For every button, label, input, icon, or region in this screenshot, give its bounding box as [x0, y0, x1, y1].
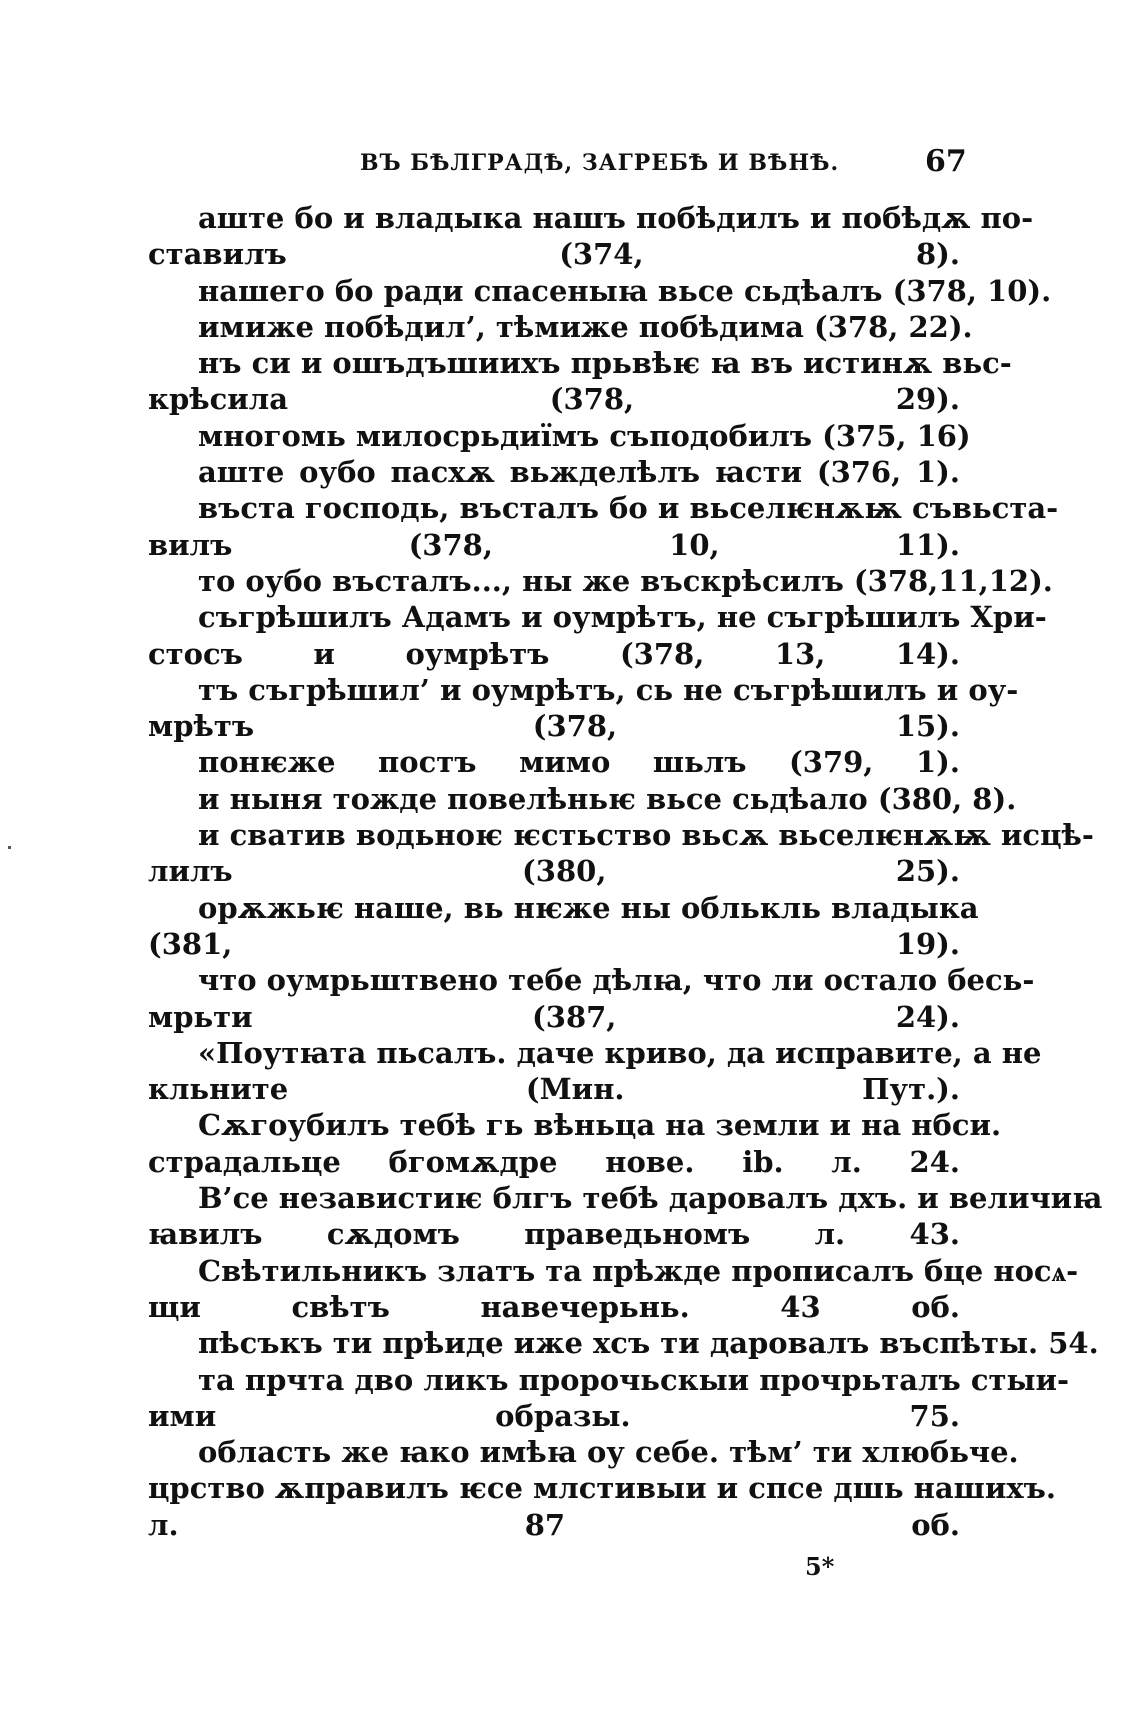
text-line: область же ꙗко имѣꙗ оу себе. тѣм’ ти хлюбьче. [198, 1435, 1019, 1470]
text-line: съгрѣшилъ Адамъ и оумрѣтъ, не съгрѣшилъ Хри- [198, 600, 1047, 635]
text-line: ими образы. 75. [148, 1398, 960, 1433]
text-line: понѥже постъ мимо шьлъ (379, 1). [198, 745, 960, 780]
text-line: орѫжьѥ наше, вь нѥже ны облькль владыка [198, 890, 979, 925]
text-line: Свѣтильникъ златъ та прѣжде прописалъ бце носѧ- [198, 1253, 1079, 1288]
page-number: 67 [925, 144, 967, 179]
text-line: многомь милосрьдиїмъ съподобилъ (375, 16) [198, 418, 971, 453]
text-line: пѣсъкъ ти прѣиде иже хсъ ти даровалъ въспѣты. 54. [198, 1326, 1099, 1361]
text-line: страдальце бгомѫдре нове. ib. л. 24. [148, 1144, 960, 1179]
text-line: кльните (Мин. Пут.). [148, 1072, 960, 1107]
text-line: аште бо и владыка нашъ побѣдилъ и побѣдѫ по- [198, 201, 1034, 235]
text-line: нъ си и ошъдъшиихъ прьвѣѥ ꙗ въ истинѫ вьс- [198, 346, 1012, 381]
text-line: въста господь, въсталъ бо и вьселѥнѫѭ съвьста- [198, 491, 1059, 526]
text-line: стосъ и оумрѣтъ (378, 13, 14). [148, 636, 960, 671]
text-line: та прчта дво ликъ пророчьскыи прочрьталъ стыи- [198, 1362, 1070, 1397]
text-line: црство ѫправилъ ѥсе млстивыи и спсе дшь нашихъ. [148, 1471, 1056, 1506]
text-line: аште оубо пасхѫ вьжделѣлъ ꙗсти (376, 1). [198, 455, 960, 490]
text-line: имиже побѣдил’, тѣмиже побѣдима (378, 22). [198, 309, 973, 344]
text-line: «Поутꙗта пьсалъ. даче криво, да исправите, а не [198, 1035, 1042, 1070]
text-line: то оубо въсталъ..., ны же въскрѣсилъ (378,11,12). [198, 563, 1053, 598]
text-line: щи свѣтъ навечерьнь. 43 об. [148, 1289, 960, 1324]
text-line: и ныня тожде повелѣньѥ вьсе сьдѣало (380, 8). [198, 781, 1017, 816]
text-line: В’се независтиѥ блгъ тебѣ даровалъ дхъ. и величиꙗ [198, 1181, 1103, 1216]
text-line: мрьти (387, 24). [148, 999, 960, 1034]
text-line: крѣсила (378, 29). [148, 382, 960, 417]
text-line: Сѫгоубилъ тебѣ гь вѣньца на земли и на нбси. [198, 1108, 1002, 1143]
text-line: вилъ (378, 10, 11). [148, 527, 960, 562]
text-line: лилъ (380, 25). [148, 854, 960, 889]
text-line: и сватив водьноѥ ѥстьство вьсѫ вьселѥнѫѭ исцѣ- [198, 818, 1094, 853]
text-line: мрѣтъ (378, 15). [148, 709, 960, 744]
running-header-title: ВЪ БѢЛГРАДѢ, ЗАГРЕБѢ И ВѢНѢ. [360, 150, 840, 176]
text-line: л. 87 об. [148, 1507, 960, 1542]
margin-speck [8, 846, 11, 849]
text-line: (381, 19). [148, 926, 960, 961]
text-line: ꙗвилъ сѫдомъ праведьномъ л. 43. [148, 1217, 960, 1252]
signature-mark: 5* [805, 1552, 835, 1581]
text-line: ставилъ (374, 8). [148, 237, 960, 272]
text-line: нашего бо ради спасеныꙗ вьсе сьдѣалъ (378, 10). [198, 273, 1052, 308]
text-line: что оумрьштвено тебе дѣлꙗ, что ли остало бесь- [198, 963, 1035, 998]
body-text [148, 200, 1103, 1543]
text-line: тъ съгрѣшил’ и оумрѣтъ, сь не съгрѣшилъ и оу- [198, 672, 1019, 707]
